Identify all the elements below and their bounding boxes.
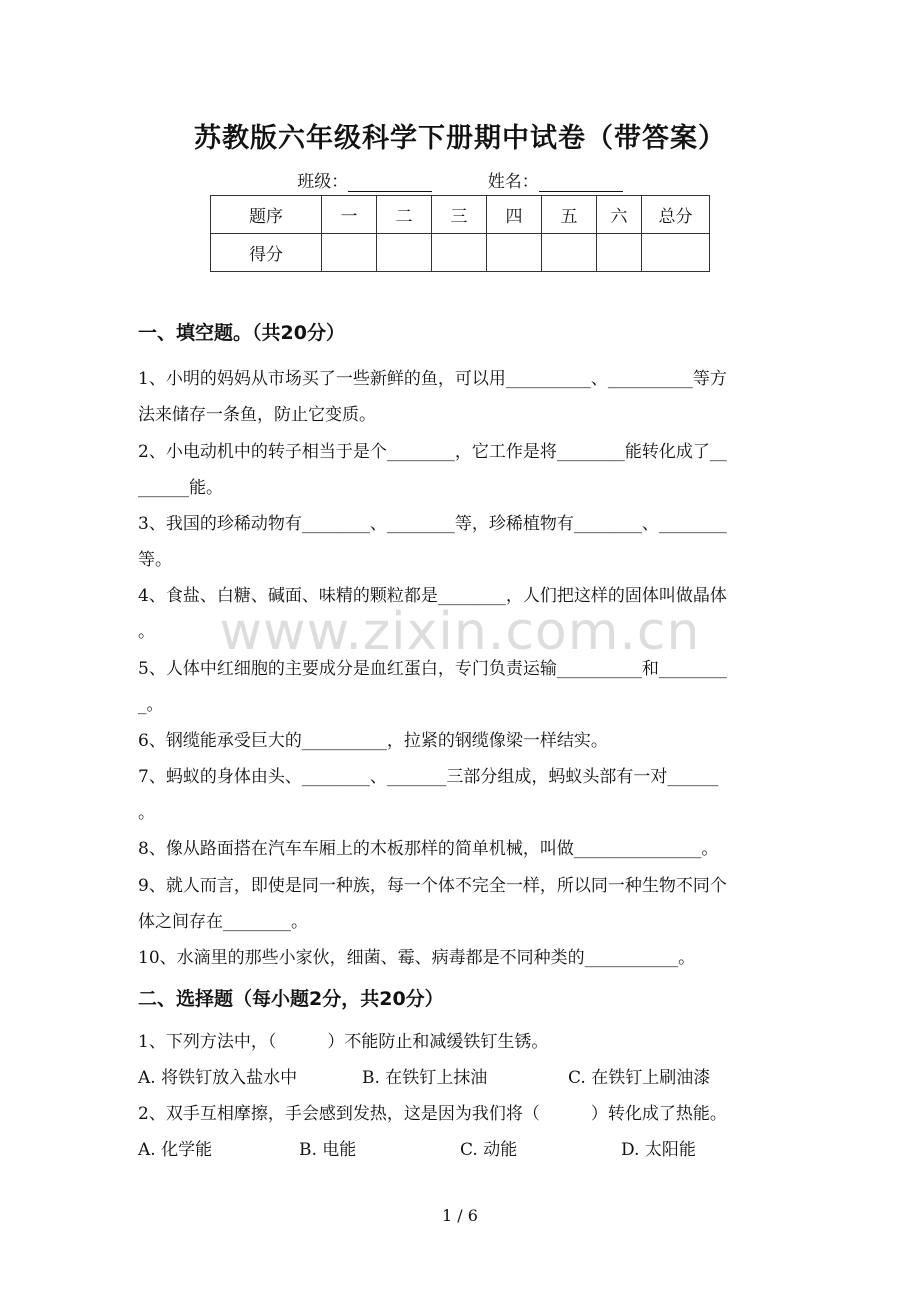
name-blank	[539, 173, 623, 192]
exam-title: 苏教版六年级科学下册期中试卷（带答案）	[194, 123, 726, 154]
section1-line: 1、小明的妈妈从市场买了一些新鲜的鱼，可以用__________、__________等方	[138, 369, 727, 389]
section1-line: 4、食盐、白糖、碱面、味精的颗粒都是________，人们把这样的固体叫做晶体	[138, 586, 727, 606]
section1-heading: 一、填空题。（共20分）	[138, 322, 345, 344]
question-options	[138, 1063, 710, 1088]
score-header-cell: 题序	[211, 196, 322, 234]
score-cell	[432, 234, 487, 272]
score-header-cell: 六	[597, 196, 642, 234]
score-cell	[642, 234, 710, 272]
option-b: B. 在铁钉上抹油	[362, 1068, 488, 1088]
score-table-header-row	[211, 196, 710, 234]
option-c: C. 动能	[460, 1140, 518, 1160]
score-cell	[542, 234, 597, 272]
score-header-cell: 总分	[642, 196, 710, 234]
student-info	[0, 167, 920, 192]
question-options	[138, 1135, 696, 1160]
section1-line: 。	[138, 622, 155, 642]
option-a: A. 将铁钉放入盐水中	[138, 1068, 298, 1088]
score-header-cell: 四	[487, 196, 542, 234]
option-b: B. 电能	[299, 1140, 357, 1160]
section1-line: 体之间存在________。	[138, 912, 308, 932]
score-header-cell: 二	[377, 196, 432, 234]
score-cell	[377, 234, 432, 272]
section1-line: 法来储存一条鱼，防止它变质。	[138, 405, 376, 425]
option-d: D. 太阳能	[621, 1140, 696, 1160]
section1-line: 8、像从路面搭在汽车车厢上的木板那样的简单机械，叫做_______________。	[138, 839, 719, 859]
section1-line: 7、蚂蚁的身体由头、________、_______三部分组成，蚂蚁头部有一对______	[138, 767, 719, 787]
score-header-cell: 一	[322, 196, 377, 234]
score-cell	[487, 234, 542, 272]
page-number: 1 / 6	[442, 1206, 478, 1225]
option-a: A. 化学能	[138, 1140, 213, 1160]
option-c: C. 在铁钉上刷油漆	[568, 1068, 711, 1088]
section1-line: 2、小电动机中的转子相当于是个________，它工作是将________能转化成了__	[138, 442, 727, 462]
class-blank	[348, 173, 432, 192]
score-table-score-row	[211, 234, 710, 272]
score-header-cell: 五	[542, 196, 597, 234]
section1-line: 。	[138, 803, 155, 823]
section1-line: 9、就人而言，即使是同一种族，每一个体不完全一样，所以同一种生物不同个	[138, 876, 727, 896]
watermark: www.zixin.com.cn	[219, 602, 701, 662]
score-row-label: 得分	[211, 234, 322, 272]
score-cell	[322, 234, 377, 272]
section2-heading: 二、选择题（每小题2分，共20分）	[138, 988, 444, 1010]
question-stem: 1、下列方法中，（ ）不能防止和减缓铁钉生锈。	[138, 1032, 549, 1052]
question-stem: 2、双手互相摩擦，手会感到发热，这是因为我们将（ ）转化成了热能。	[138, 1104, 727, 1124]
section1-line: ______能。	[138, 478, 223, 498]
section1-line: 3、我国的珍稀动物有________、________等，珍稀植物有________、________	[138, 514, 727, 534]
section1-line: 6、钢缆能承受巨大的__________，拉紧的钢缆像梁一样结实。	[138, 731, 608, 751]
section1-line: 5、人体中红细胞的主要成分是血红蛋白，专门负责运输__________和________	[138, 659, 727, 679]
name-label: 姓名：	[487, 172, 539, 192]
section1-line: _。	[138, 695, 164, 715]
section1-line: 等。	[138, 550, 172, 570]
score-cell	[597, 234, 642, 272]
section1-line: 10、水滴里的那些小家伙，细菌、霉、病毒都是不同种类的___________。	[138, 948, 696, 968]
score-header-cell: 三	[432, 196, 487, 234]
class-label: 班级：	[297, 172, 349, 192]
score-table	[210, 195, 710, 272]
